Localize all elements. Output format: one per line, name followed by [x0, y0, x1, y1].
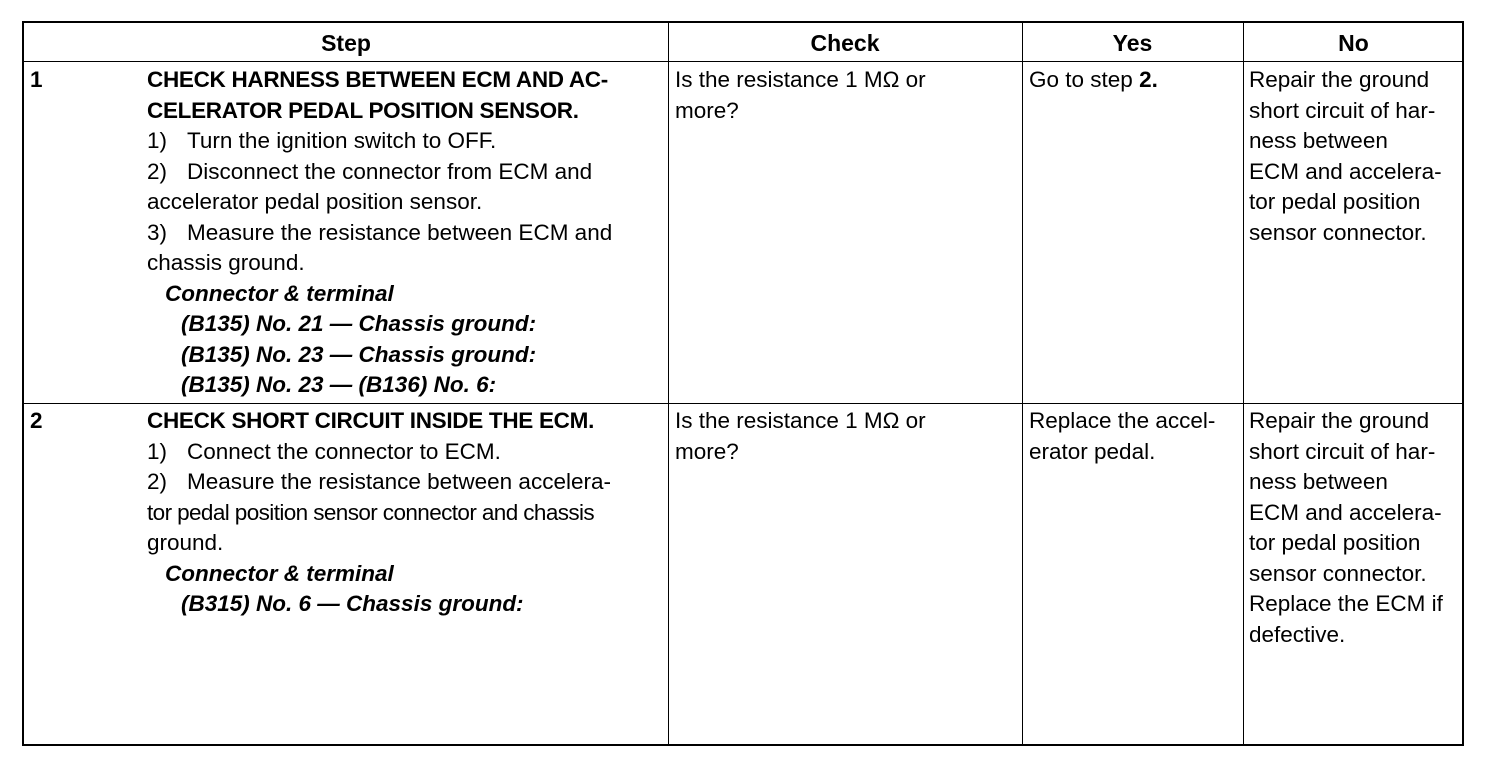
- header-yes: Yes: [1112, 30, 1153, 56]
- column-divider: [668, 23, 669, 744]
- column-divider: [1243, 23, 1244, 744]
- terminal-spec: (B315) No. 6 — Chassis ground:: [181, 591, 524, 616]
- step-title-line: CHECK SHORT CIRCUIT INSIDE THE ECM.: [147, 408, 595, 433]
- diagnostic-table: [22, 21, 1464, 746]
- step-number: 1: [30, 67, 43, 92]
- procedure-item: 3) Measure the resistance between ECM and: [147, 219, 613, 245]
- procedure-continuation: accelerator pedal position sensor.: [147, 189, 483, 214]
- procedure-item: 2) Measure the resistance between accelera-: [147, 469, 611, 494]
- procedure-continuation: chassis ground.: [147, 250, 305, 275]
- header-no: No: [1338, 30, 1369, 56]
- procedure-item: 1) Turn the ignition switch to OFF.: [147, 128, 497, 153]
- step-title-line: CHECK HARNESS BETWEEN ECM AND AC-: [147, 67, 608, 92]
- yes-text: Go to step 2.: [1029, 67, 1158, 92]
- yes-text: Replace the accel- erator pedal.: [1029, 408, 1216, 464]
- procedure-continuation: tor pedal position sensor connector and chassis: [147, 499, 595, 525]
- header-step: Step: [321, 30, 371, 56]
- terminal-spec: (B135) No. 23 — (B136) No. 6:: [181, 372, 497, 397]
- procedure-item: 1) Connect the connector to ECM.: [147, 438, 501, 464]
- procedure-item: 2) Disconnect the connector from ECM and: [147, 158, 593, 184]
- step-description: [147, 406, 665, 620]
- step-number: 2: [30, 408, 43, 433]
- step-reference: 2: [1139, 67, 1152, 92]
- header-check: Check: [810, 30, 880, 56]
- step-description: [147, 65, 665, 401]
- step-title-line: CELERATOR PEDAL POSITION SENSOR.: [147, 97, 579, 123]
- check-text: Is the resistance 1 MΩ or more?: [675, 408, 926, 464]
- no-text: Repair the ground short circuit of har- ness between ECM and accelera- tor pedal position sensor connector.: [1249, 67, 1442, 245]
- connector-terminal-label: Connector & terminal: [165, 280, 394, 306]
- connector-terminal-label: Connector & terminal: [165, 560, 394, 586]
- terminal-spec: (B135) No. 23 — Chassis ground:: [181, 341, 537, 367]
- column-divider: [1022, 23, 1023, 744]
- row-divider: [24, 403, 1462, 404]
- check-text: Is the resistance 1 MΩ or more?: [675, 67, 926, 123]
- procedure-continuation: ground.: [147, 530, 224, 555]
- terminal-spec: (B135) No. 21 — Chassis ground:: [181, 311, 537, 336]
- no-text: Repair the ground short circuit of har- ness between ECM and accelera- tor pedal position sensor connector. Replace the ECM if defective.: [1249, 408, 1443, 647]
